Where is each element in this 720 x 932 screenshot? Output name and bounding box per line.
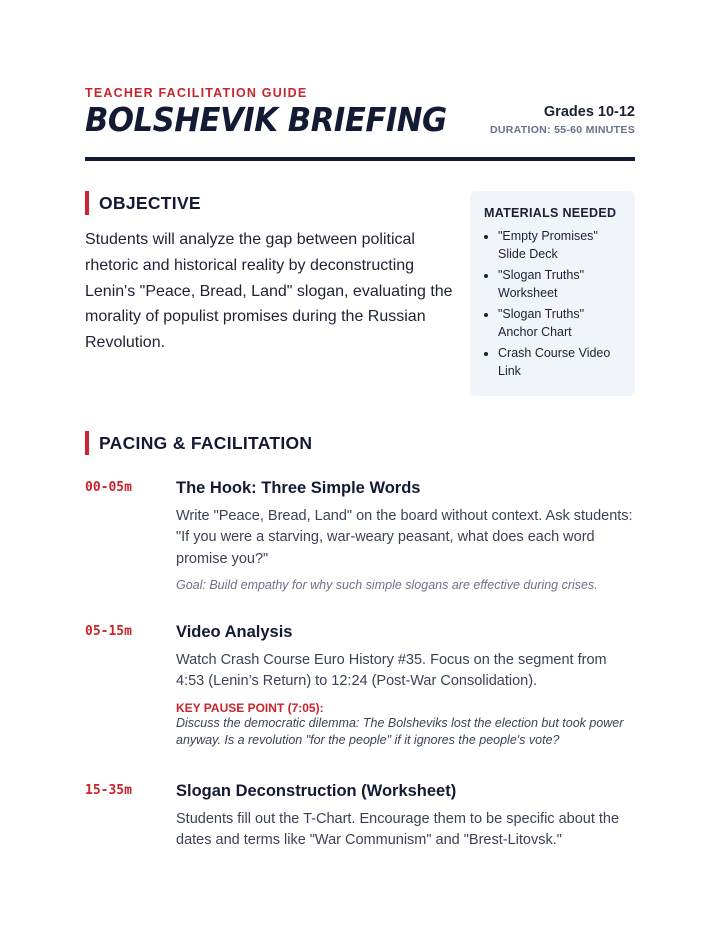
materials-panel bbox=[470, 191, 635, 396]
activity-title: The Hook: Three Simple Words bbox=[176, 479, 421, 497]
pacing-row-body bbox=[176, 479, 636, 592]
materials-list bbox=[484, 228, 623, 380]
materials-item: • "Slogan Truths" Anchor Chart bbox=[498, 306, 623, 341]
pacing-row-body bbox=[176, 782, 636, 852]
pause-point-label: KEY PAUSE POINT (7:05): bbox=[176, 700, 324, 715]
time-badge: 15-35m bbox=[85, 783, 132, 798]
objective-text: Students will analyze the gap between political rhetoric and historical reality by deconstructing Lenin's "Peace, Bread, Land" slogan, evaluating the morality of populist promises during the Russian Revolution. bbox=[85, 231, 453, 352]
duration-label: DURATION: 55-60 MINUTES bbox=[490, 124, 635, 136]
materials-item: • Crash Course Video Link bbox=[498, 345, 623, 380]
activity-title: Video Analysis bbox=[176, 623, 293, 641]
time-badge: 00-05m bbox=[85, 480, 132, 495]
pause-point-text: Discuss the democratic dilemma: The Bolsheviks lost the election but took power anyway. Is a revolution "for the people" if it ignores the people's vote? bbox=[176, 715, 624, 748]
materials-item: • "Empty Promises" Slide Deck bbox=[498, 228, 623, 263]
pacing-heading: PACING & FACILITATION bbox=[85, 431, 312, 455]
activity-description: Students fill out the T-Chart. Encourage them to be specific about the dates and terms like "War Communism" and "Brest-Litovsk." bbox=[176, 811, 620, 849]
materials-item: • "Slogan Truths" Worksheet bbox=[498, 267, 623, 302]
pacing-row-body bbox=[176, 623, 636, 750]
materials-heading: MATERIALS NEEDED bbox=[484, 206, 617, 220]
activity-description: Watch Crash Course Euro History #35. Focus on the segment from 4:53 (Lenin’s Return) to 12:24 (Post-War Consolidation). bbox=[176, 652, 607, 690]
grades-label: Grades 10-12 bbox=[543, 104, 635, 120]
header-divider bbox=[85, 157, 635, 161]
activity-description: Write "Peace, Bread, Land" on the board without context. Ask students: "If you were a starving, war-weary peasant, what does each word promise you?" bbox=[176, 508, 633, 567]
activity-title: Slogan Deconstruction (Worksheet) bbox=[176, 782, 457, 800]
objective-heading: OBJECTIVE bbox=[85, 191, 201, 215]
page-title: BOLSHEVIK BRIEFING bbox=[85, 100, 447, 139]
activity-goal: Goal: Build empathy for why such simple slogans are effective during crises. bbox=[176, 577, 598, 592]
time-badge: 05-15m bbox=[85, 624, 132, 639]
guide-eyebrow: TEACHER FACILITATION GUIDE bbox=[85, 86, 308, 100]
